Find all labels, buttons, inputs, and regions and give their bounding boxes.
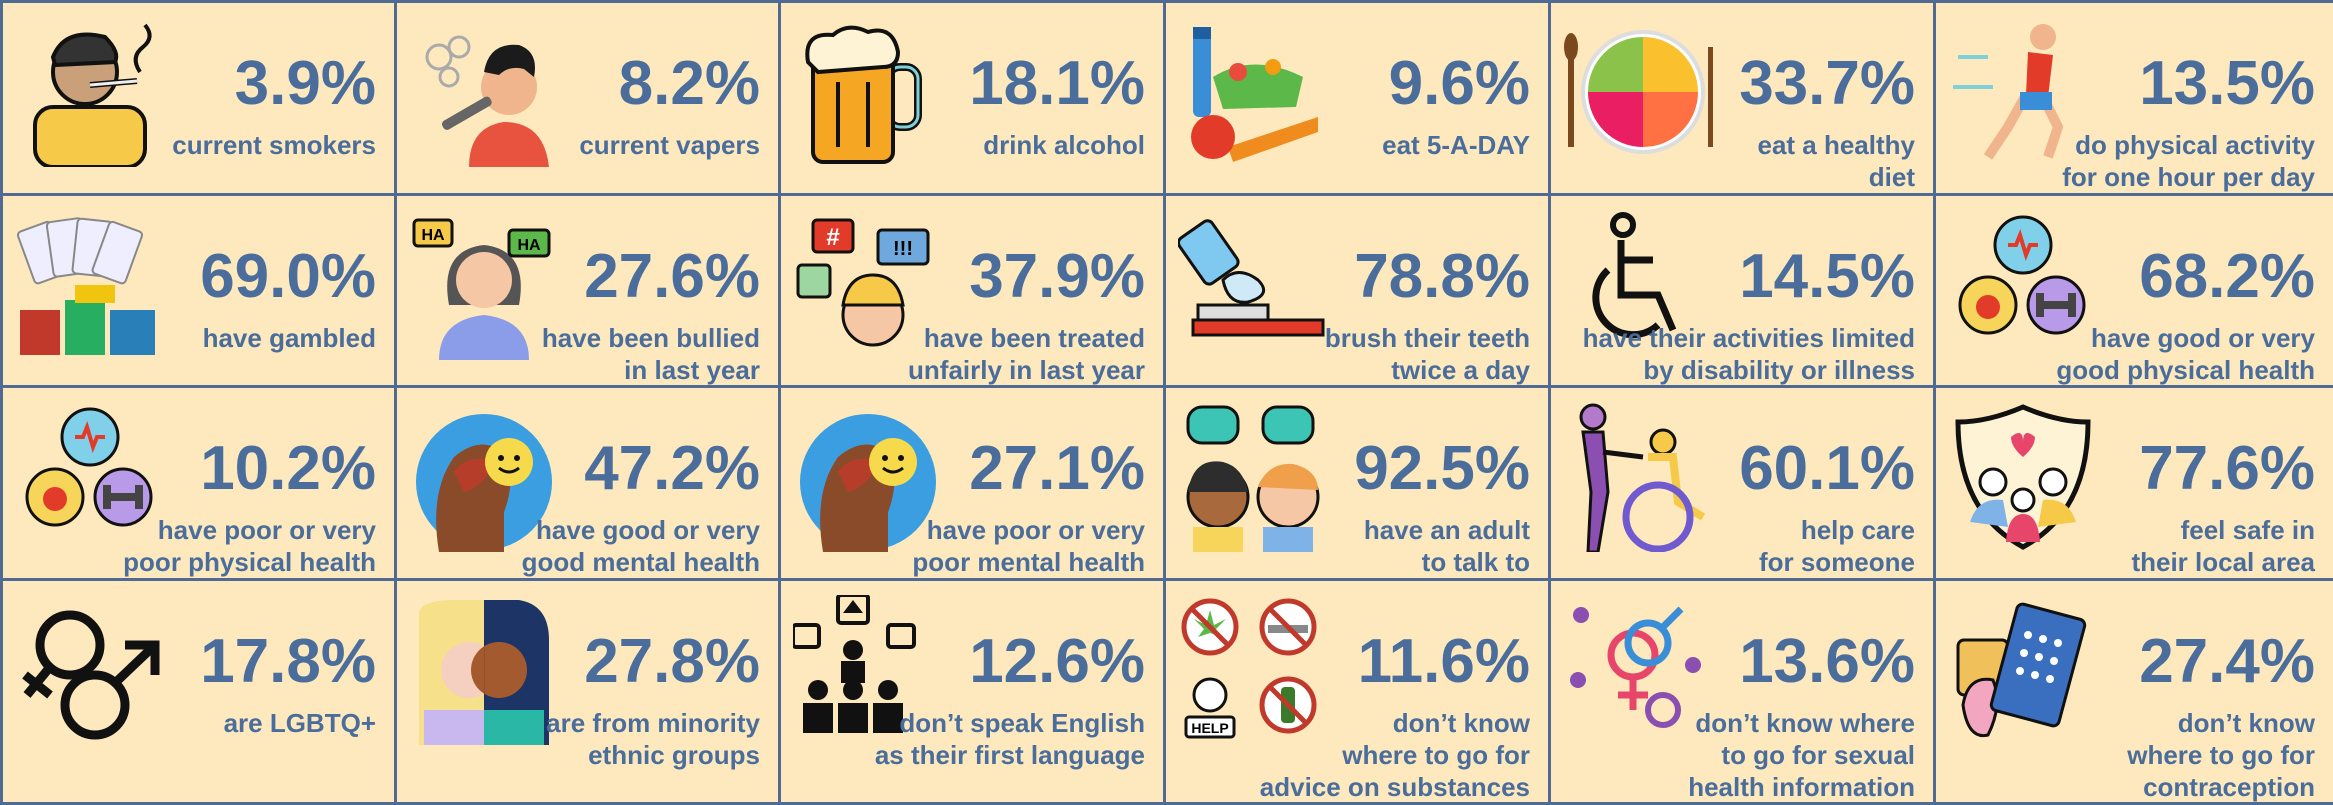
stat-label-line: have good or very (536, 515, 760, 545)
svg-text:HA: HA (517, 237, 541, 254)
stat-card (1166, 581, 1551, 805)
stat-label (2127, 707, 2315, 803)
stat-percentage: 8.2% (618, 49, 760, 118)
contraception-icon (1948, 595, 2098, 745)
stat-label (203, 322, 376, 354)
stat-percentage: 47.2% (584, 434, 760, 503)
stat-percentage: 14.5% (1739, 242, 1915, 311)
stat-label-line: where to go for (1342, 740, 1530, 770)
stat-label (2056, 322, 2315, 386)
vegetables-icon (1178, 17, 1328, 167)
stat-label-line: good physical health (2056, 355, 2315, 385)
stat-label-line: poor mental health (912, 547, 1145, 577)
stat-card (1936, 388, 2333, 581)
stat-label (2062, 129, 2315, 193)
two-people-talking-icon (1178, 402, 1328, 552)
stat-card (397, 0, 781, 196)
gender-symbols-icon (15, 595, 165, 745)
stat-label-line: are LGBTQ+ (223, 708, 376, 738)
stat-label-line: don’t know (1392, 708, 1530, 738)
stat-label (1325, 322, 1530, 386)
stat-label-line: current smokers (172, 130, 376, 160)
stat-label (1260, 707, 1530, 803)
stat-percentage: 60.1% (1739, 434, 1915, 503)
stat-percentage: 68.2% (2139, 242, 2315, 311)
stat-label-line: diet (1868, 162, 1915, 192)
stat-label-line: feel safe in (2180, 515, 2315, 545)
stat-label (1364, 514, 1530, 578)
stat-label (983, 129, 1145, 161)
stat-label-line: have been treated (923, 323, 1145, 353)
stat-label-line: for one hour per day (2062, 162, 2315, 192)
stat-card (0, 0, 397, 196)
stat-card (781, 581, 1166, 805)
stat-percentage: 27.1% (969, 434, 1145, 503)
stat-label (912, 514, 1145, 578)
stat-label-line: have poor or very (157, 515, 376, 545)
stat-label-line: to talk to (1421, 547, 1530, 577)
stat-percentage: 69.0% (200, 242, 376, 311)
stat-label (579, 129, 760, 161)
stat-label-line: contraception (2143, 772, 2315, 802)
stat-label (1583, 322, 1915, 386)
toothbrush-icon (1178, 210, 1328, 360)
stat-card (1166, 388, 1551, 581)
stat-card (0, 581, 397, 805)
stat-percentage: 27.6% (584, 242, 760, 311)
stat-label-line: have gambled (202, 323, 376, 353)
stat-label (522, 514, 760, 578)
stat-card (397, 196, 781, 388)
stat-card (397, 581, 781, 805)
stat-label (1757, 129, 1915, 193)
stat-label (123, 514, 376, 578)
stat-label-line: advice on substances (1259, 772, 1530, 802)
carer-wheelchair-icon (1563, 402, 1713, 552)
stat-label-line: where to go for (2127, 740, 2315, 770)
svg-text:!!!: !!! (893, 238, 913, 260)
stat-label-line: ethnic groups (588, 740, 760, 770)
stat-card (1936, 196, 2333, 388)
stat-card (1166, 196, 1551, 388)
healthy-plate-icon (1563, 17, 1713, 167)
stat-percentage: 78.8% (1354, 242, 1530, 311)
stat-label-line: drink alcohol (983, 130, 1145, 160)
help-sign-text: HELP (1191, 720, 1229, 736)
stat-label-line: have been bullied (541, 323, 760, 353)
stat-label (172, 129, 376, 161)
stat-label (546, 707, 760, 771)
stat-label-line: have good or very (2091, 323, 2315, 353)
stat-label-line: are from minority (546, 708, 760, 738)
stat-label-line: have an adult (1363, 515, 1530, 545)
stat-card (1936, 0, 2333, 196)
stat-label (1759, 514, 1915, 578)
stat-label-line: their local area (2131, 547, 2315, 577)
stat-label-line: help care (1800, 515, 1915, 545)
stat-percentage: 13.5% (2139, 49, 2315, 118)
stat-percentage: 3.9% (234, 49, 376, 118)
stat-card (1936, 581, 2333, 805)
stat-percentage: 12.6% (969, 627, 1145, 696)
vaper-icon (409, 17, 559, 167)
stat-label-line: current vapers (579, 130, 760, 160)
stat-card (1551, 0, 1936, 196)
stat-card (781, 0, 1166, 196)
smoker-icon (15, 17, 165, 167)
stat-label-line: eat a healthy (1757, 130, 1915, 160)
diverse-faces-icon (409, 595, 559, 745)
stat-card (781, 388, 1166, 581)
stat-percentage: 17.8% (200, 627, 376, 696)
stat-label (1382, 129, 1530, 161)
stat-label-line: don’t know where (1695, 708, 1915, 738)
stat-card (0, 388, 397, 581)
stat-percentage: 27.8% (584, 627, 760, 696)
stat-label-line: to go for sexual (1721, 740, 1915, 770)
stat-label (908, 322, 1145, 386)
stat-card (1551, 196, 1936, 388)
stat-percentage: 92.5% (1354, 434, 1530, 503)
family-shield-icon (1948, 402, 2098, 552)
stat-label-line: poor physical health (123, 547, 376, 577)
svg-text:#: # (826, 224, 840, 251)
stat-label-line: by disability or illness (1643, 355, 1915, 385)
stat-label-line: don’t know (2177, 708, 2315, 738)
stat-card (1551, 388, 1936, 581)
stat-label-line: as their first language (874, 740, 1145, 770)
stat-label-line: in last year (624, 355, 760, 385)
stat-percentage: 27.4% (2139, 627, 2315, 696)
stat-label (875, 707, 1145, 771)
stat-label-line: twice a day (1391, 355, 1530, 385)
stat-label-line: eat 5-A-DAY (1382, 130, 1530, 160)
stat-percentage: 33.7% (1739, 49, 1915, 118)
stat-percentage: 9.6% (1388, 49, 1530, 118)
stat-label-line: good mental health (521, 547, 760, 577)
cards-chips-icon (15, 210, 165, 360)
stat-label-line: have poor or very (926, 515, 1145, 545)
stat-percentage: 18.1% (969, 49, 1145, 118)
beer-mug-icon (793, 17, 943, 167)
stat-percentage: 13.6% (1739, 627, 1915, 696)
stat-label-line: health information (1688, 772, 1915, 802)
stat-label (2131, 514, 2315, 578)
stat-card (397, 388, 781, 581)
stat-label-line: brush their teeth (1324, 323, 1530, 353)
stat-label-line: do physical activity (2075, 130, 2315, 160)
stat-percentage: 77.6% (2139, 434, 2315, 503)
stat-label-line: have their activities limited (1582, 323, 1915, 353)
stat-percentage: 11.6% (1357, 627, 1530, 696)
stat-percentage: 10.2% (200, 434, 376, 503)
stat-label-line: unfairly in last year (908, 355, 1145, 385)
stat-label (224, 707, 376, 739)
stat-card (1551, 581, 1936, 805)
stat-label (1688, 707, 1915, 803)
stat-card (0, 196, 397, 388)
stat-card (781, 196, 1166, 388)
stat-card (1166, 0, 1551, 196)
stat-label (542, 322, 760, 386)
stat-label-line: for someone (1758, 547, 1915, 577)
stat-label-line: don’t speak English (899, 708, 1145, 738)
stat-percentage: 37.9% (969, 242, 1145, 311)
svg-text:HA: HA (421, 227, 445, 244)
bullied-person-icon (409, 210, 559, 360)
